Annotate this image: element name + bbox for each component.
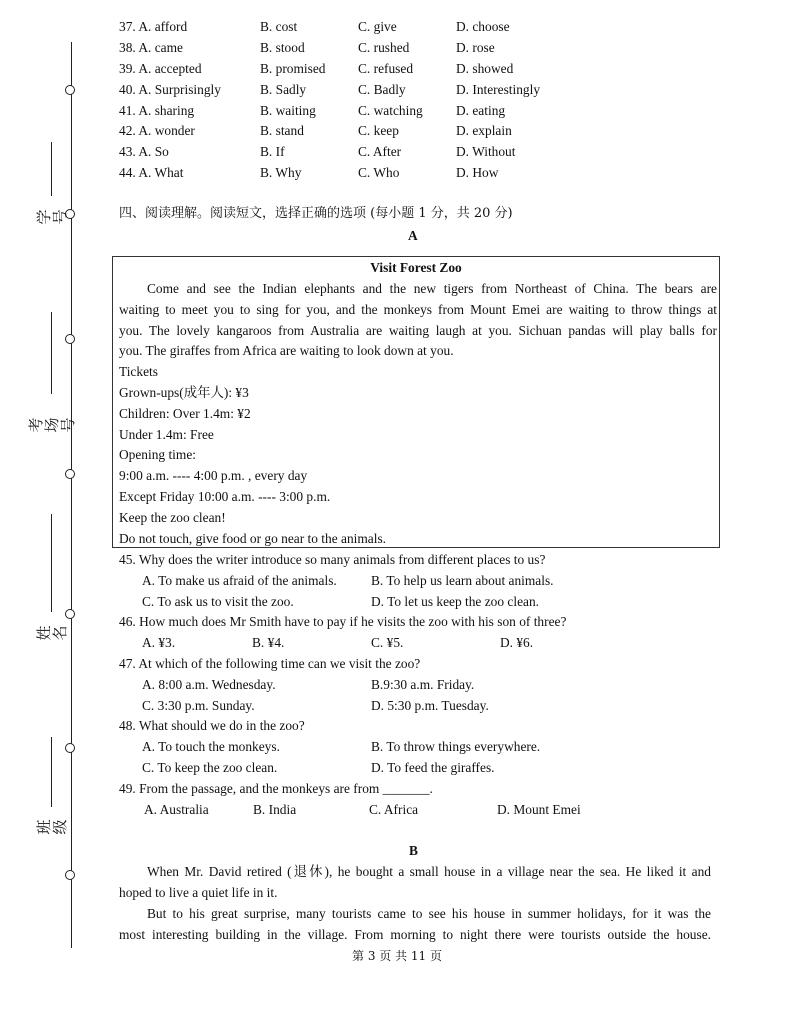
passage-a-title: Visit Forest Zoo [370,260,462,275]
price-under: Under 1.4m: Free [119,427,214,442]
binding-hole [65,743,75,753]
option-a: 42. A. wonder [119,123,195,138]
opening-heading: Opening time: [119,447,196,462]
price-children: Children: Over 1.4m: ¥2 [119,406,251,421]
question-47: 47. At which of the following time can we visit the zoo? [119,656,421,671]
passage-a-label: A [408,228,418,243]
rule-clean: Keep the zoo clean! [119,510,226,525]
option-c: C. refused [358,61,414,76]
passage-a-line: you. The giraffes from Africa are waiting to look down at you. [119,343,454,358]
passage-b-line: hoped to live a quiet life in it. [119,885,278,900]
page-footer: 第 3 页 共 11 页 [352,949,442,963]
binding-hole [65,334,75,344]
exam-room-label: 考场号 [27,417,77,433]
question-45: 45. Why does the writer introduce so many animals from different places to us? [119,552,546,567]
student-id-label: 学号 [35,209,69,225]
choice-48-a: A. To touch the monkeys. [142,739,280,754]
choice-46-b: B. ¥4. [252,635,285,650]
exam-room-blank [51,312,52,394]
option-c: C. give [358,19,397,34]
choice-48-b: B. To throw things everywhere. [371,739,541,754]
binding-hole [65,609,75,619]
passage-b-line: When Mr. David retired (退休), he bought a small house in a village near the sea. He liked it and [147,864,711,879]
question-49: 49. From the passage, and the monkeys are from _______. [119,781,433,796]
option-b: B. Why [260,165,302,180]
option-b: B. stood [260,40,305,55]
option-a: 37. A. afford [119,19,188,34]
passage-b-line: most interesting building in the village. From morning to night there were tourists outside the house. [119,927,711,942]
option-d: D. explain [456,123,512,138]
choice-47-a: A. 8:00 a.m. Wednesday. [142,677,276,692]
name-label: 姓名 [35,625,69,641]
passage-a-line: Come and see the Indian elephants and the new tigers from Northeast of China. The bears are [147,281,717,296]
binding-hole [65,870,75,880]
class-label: 班级 [35,819,69,835]
option-b: B. stand [260,123,304,138]
choice-47-d: D. 5:30 p.m. Tuesday. [371,698,489,713]
option-b: B. If [260,144,285,159]
passage-b-label: B [409,843,418,858]
option-b: B. waiting [260,103,316,118]
choice-49-b: B. India [253,802,297,817]
opening-hours: 9:00 a.m. ---- 4:00 p.m. , every day [119,468,308,483]
option-c: C. After [358,144,402,159]
choice-49-d: D. Mount Emei [497,802,581,817]
passage-b-line: But to his great surprise, many tourists came to see his house in summer holidays, for it was the [147,906,711,921]
option-d: D. showed [456,61,514,76]
option-b: B. Sadly [260,82,307,97]
option-a: 40. A. Surprisingly [119,82,221,97]
choice-46-c: C. ¥5. [371,635,404,650]
passage-a-line: you. The lovely kangaroos from Australia are waiting laugh at you. Sichuan pandas will play balls for [119,323,717,338]
passage-a-line: waiting to meet you to sing for you, and the monkeys from Mount Emei are waiting to throw things at [119,302,717,317]
option-c: C. keep [358,123,399,138]
choice-45-c: C. To ask us to visit the zoo. [142,594,294,609]
option-c: C. watching [358,103,423,118]
choice-46-d: D. ¥6. [500,635,534,650]
section-heading: 四、阅读理解。阅读短文，选择正确的选项 (每小题 1 分，共 20 分) [119,206,513,221]
choice-45-d: D. To let us keep the zoo clean. [371,594,540,609]
class-blank [51,737,52,807]
choice-46-a: A. ¥3. [142,635,176,650]
option-b: B. promised [260,61,326,76]
binding-hole [65,85,75,95]
choice-47-c: C. 3:30 p.m. Sunday. [142,698,255,713]
option-a: 39. A. accepted [119,61,202,76]
option-a: 44. A. What [119,165,184,180]
choice-45-b: B. To help us learn about animals. [371,573,554,588]
option-c: C. Badly [358,82,406,97]
binding-margin-line [71,42,72,948]
option-a: 38. A. came [119,40,183,55]
option-d: D. Without [456,144,516,159]
choice-47-b: B.9:30 a.m. Friday. [371,677,475,692]
rule-animals: Do not touch, give food or go near to the animals. [119,531,387,546]
option-d: D. choose [456,19,510,34]
question-46: 46. How much does Mr Smith have to pay if he visits the zoo with his son of three? [119,614,567,629]
option-a: 41. A. sharing [119,103,195,118]
choice-49-a: A. Australia [144,802,209,817]
choice-45-a: A. To make us afraid of the animals. [142,573,337,588]
question-48: 48. What should we do in the zoo? [119,718,305,733]
option-d: D. eating [456,103,506,118]
choice-48-c: C. To keep the zoo clean. [142,760,278,775]
option-c: C. Who [358,165,400,180]
option-a: 43. A. So [119,144,169,159]
price-grownups: Grown-ups(成年人): ¥3 [119,385,249,400]
option-c: C. rushed [358,40,410,55]
option-b: B. cost [260,19,298,34]
binding-hole [65,469,75,479]
option-d: D. Interestingly [456,82,541,97]
student-id-blank [51,142,52,196]
name-blank [51,514,52,612]
choice-49-c: C. Africa [369,802,419,817]
option-d: D. How [456,165,499,180]
tickets-heading: Tickets [119,364,158,379]
option-d: D. rose [456,40,495,55]
choice-48-d: D. To feed the giraffes. [371,760,495,775]
opening-exception: Except Friday 10:00 a.m. ---- 3:00 p.m. [119,489,331,504]
